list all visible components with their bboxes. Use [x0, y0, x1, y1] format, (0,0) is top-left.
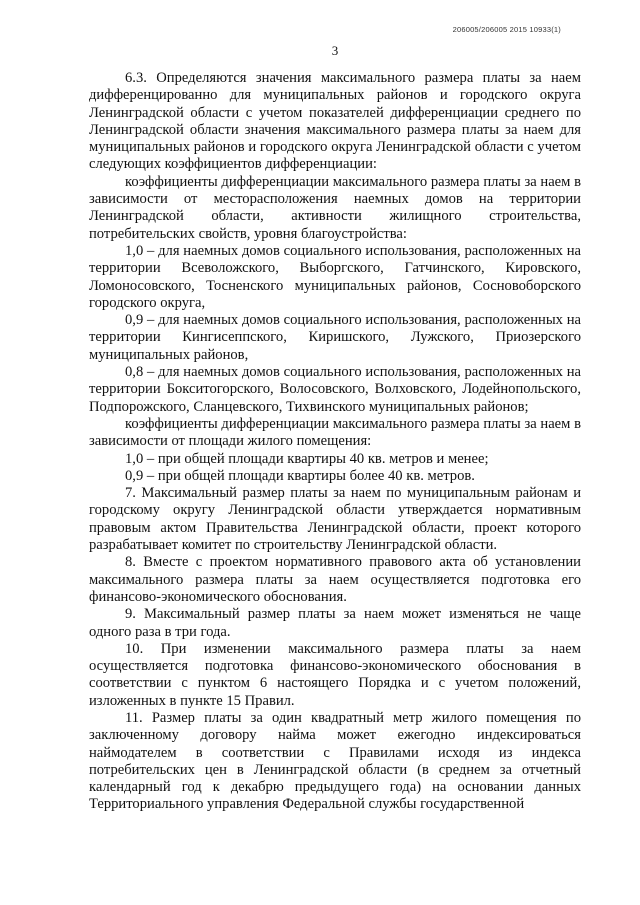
- paragraph-area-more-40: 0,9 – при общей площади квартиры более 40 кв. метров.: [125, 467, 475, 484]
- paragraph-area-40-or-less: 1,0 – при общей площади квартиры 40 кв. метров и менее;: [125, 450, 489, 467]
- paragraph-coefficient-0-9: 0,9 – для наемных домов социального использования, расположенных на территории Кингисеппского, Киришского, Лужского, Приозерского муниципальных районов,: [89, 312, 581, 363]
- paragraph-area-coefficients: коэффициенты дифференциации максимального размера платы за наем в зависимости от площади жилого помещения:: [89, 415, 581, 450]
- paragraph-11: 11. Размер платы за один квадратный метр жилого помещения по заключенному договору найма может ежегодно индексироваться наймодателем в соответствии с Правилами исходя из индекса потребительских цен в Ленинградской области (в среднем за отчетный календарный год к декабрю предыдущего года) на основании данных Территориального управления Федеральной службы государственной: [89, 709, 581, 813]
- paragraph-7: 7. Максимальный размер платы за наем по муниципальным районам и городскому округу Ленинградской области утверждается нормативным правовым актом Правительства Ленинградской области, проект которого разрабатывает комитет по строительству Ленинградской области.: [89, 485, 581, 554]
- paragraph-6-3: 6.3. Определяются значения максимального размера платы за наем дифференцированно для муниципальных районов и городского округа Ленинградской области с учетом показателей дифференциации среднего по Ленинградской области значения максимального размера платы за наем для муниципальных районов и городского округа Ленинградской области с учетом следующих коэффициентов дифференциации:: [89, 70, 581, 173]
- paragraph-coefficient-1-0: 1,0 – для наемных домов социального использования, расположенных на территории Всеволожского, Выборгского, Гатчинского, Кировского, Ломоносовского, Тосненского муниципальных районов, Сосновоборского городского округа,: [89, 242, 581, 311]
- paragraph-8: 8. Вместе с проектом нормативного правового акта об установлении максимального размера платы за наем осуществляется подготовка его финансово-экономического обоснования.: [89, 554, 581, 605]
- page-number: 3: [331, 43, 339, 58]
- paragraph-10: 10. При изменении максимального размера платы за наем осуществляется подготовка финансово-экономического обоснования в соответствии с пунктом 6 настоящего Порядка и с учетом положений, изложенных в пункте 15 Правил.: [89, 640, 581, 709]
- document-id: 206005/206005 2015 10933(1): [452, 25, 561, 34]
- paragraph-9: 9. Максимальный размер платы за наем может изменяться не чаще одного раза в три года.: [89, 606, 581, 640]
- document-body: [89, 70, 581, 814]
- paragraph-location-coefficients: коэффициенты дифференциации максимального размера платы за наем в зависимости от месторасположения наемных домов на территории Ленинградской области, активности жилищного строительства, потребительских свойств, уровня благоустройства:: [89, 173, 581, 242]
- paragraph-coefficient-0-8: 0,8 – для наемных домов социального использования, расположенных на территории Бокситогорского, Волосовского, Волховского, Лодейнопольского, Подпорожского, Сланцевского, Тихвинского муниципальных районов;: [89, 364, 581, 415]
